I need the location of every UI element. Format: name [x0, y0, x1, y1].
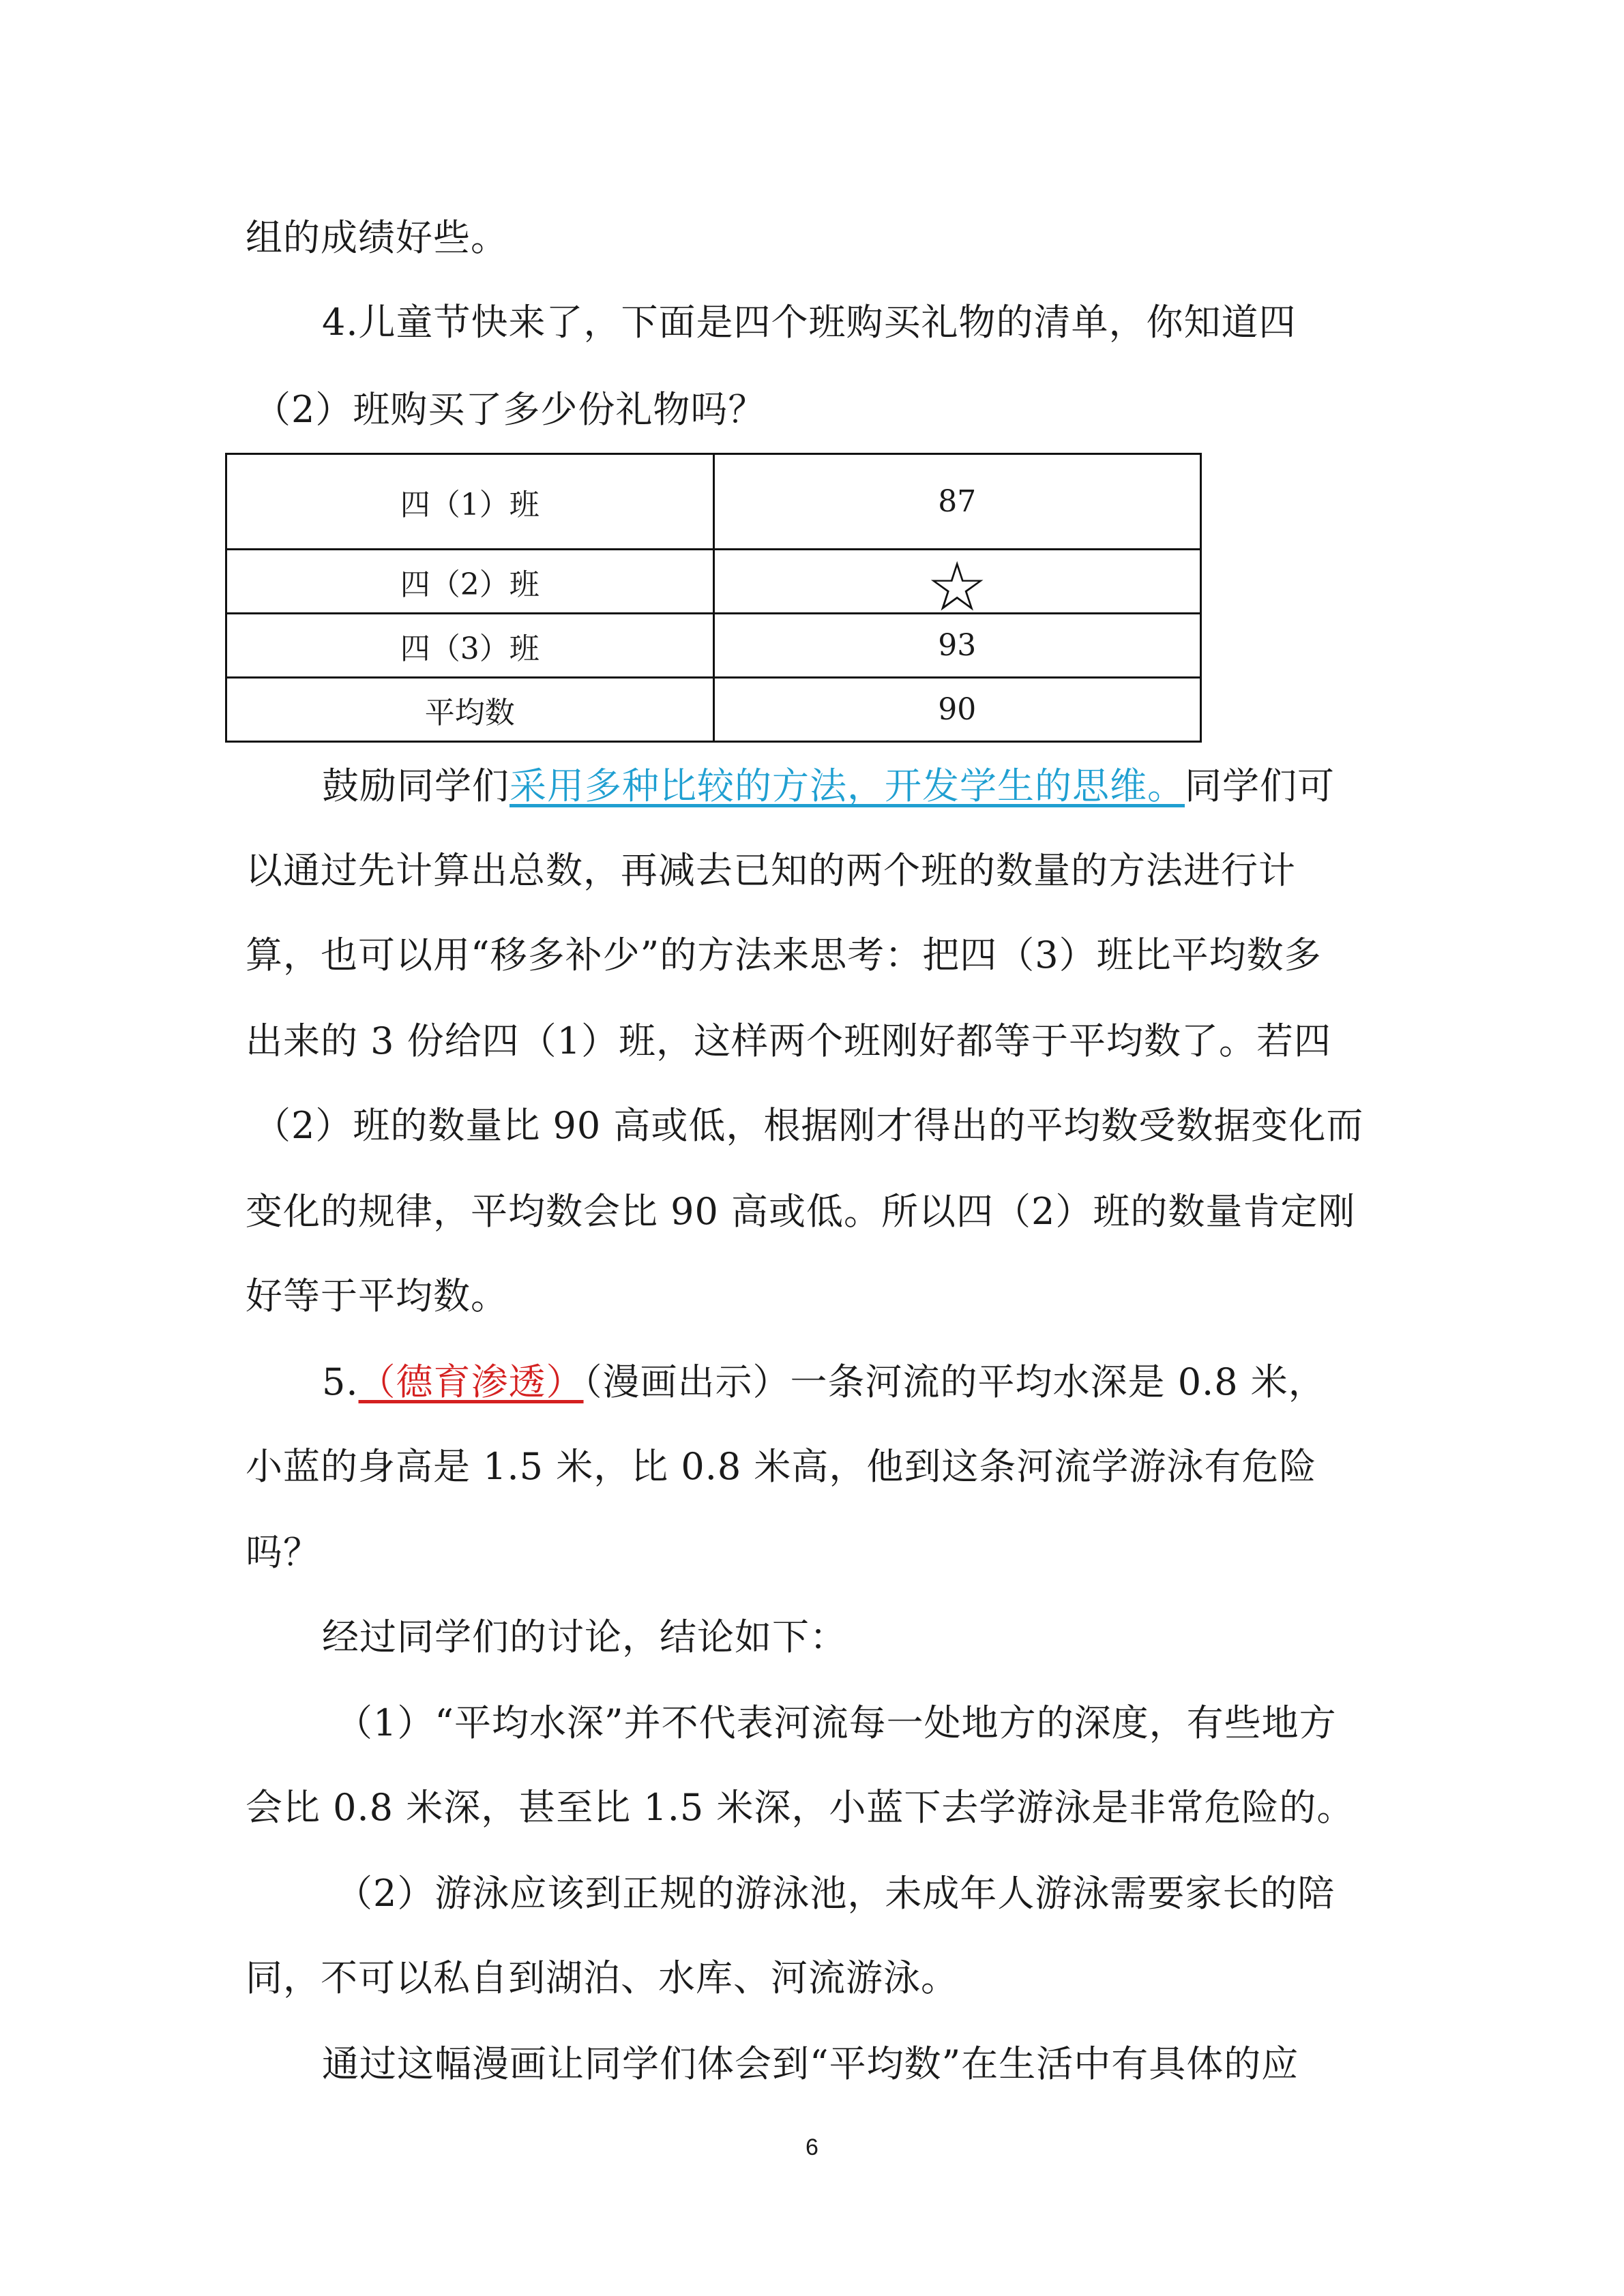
table-cell: 93 [713, 614, 1201, 678]
table-row [226, 454, 1201, 550]
table-cell [713, 546, 1201, 627]
table-cell: 四（3）班 [226, 614, 714, 678]
table-cell: 90 [713, 678, 1201, 742]
question-4-line: 4.儿童节快来了，下面是四个班购买礼物的清单，你知道四 [322, 301, 1297, 344]
table-row [226, 614, 1201, 678]
text: 同学们可 [1185, 764, 1335, 807]
paragraph-line: 出来的 3 份给四（1）班，这样两个班刚好都等于平均数了。若四 [246, 1019, 1332, 1062]
paragraph-line: 同，不可以私自到湖泊、水库、河流游泳。 [246, 1956, 958, 1999]
table-cell: 四（1）班 [226, 454, 714, 550]
table-cell: 87 [713, 454, 1201, 550]
text: （漫画出示）一条河流的平均水深是 0.8 米， [583, 1360, 1326, 1403]
gift-table [225, 453, 1202, 743]
page-number: 6 [806, 2134, 818, 2160]
question-4-line: （2）班购买了多少份礼物吗？ [254, 388, 766, 431]
paragraph-line: 好等于平均数。 [246, 1274, 508, 1317]
question-5-line: 吗？ [246, 1531, 321, 1574]
paragraph-line: 变化的规律，平均数会比 90 高或低。所以四（2）班的数量肯定刚 [246, 1190, 1356, 1233]
paragraph-line: （2）游泳应该到正规的游泳池，未成年人游泳需要家长的陪 [336, 1872, 1335, 1915]
table-row [226, 678, 1201, 742]
paragraph-line [322, 764, 1335, 809]
highlighted-comment-link[interactable]: 采用多种比较的方法，开发学生的思维。 [510, 764, 1185, 807]
question-5-line: 小蓝的身高是 1.5 米，比 0.8 米高，他到这条河流学游泳有危险 [246, 1445, 1317, 1488]
table-cell: 四（2）班 [226, 550, 714, 614]
star-icon: ☆ [926, 546, 988, 627]
paragraph-line: （2）班的数量比 90 高或低，根据刚才得出的平均数受数据变化而 [254, 1104, 1364, 1147]
text: 鼓励同学们 [322, 764, 510, 807]
table-row [226, 550, 1201, 614]
paragraph-line: 算，也可以用“移多补少”的方法来思考：把四（3）班比平均数多 [246, 934, 1322, 976]
text-line: 组的成绩好些。 [246, 216, 508, 259]
paragraph-line: 会比 0.8 米深，甚至比 1.5 米深，小蓝下去学游泳是非常危险的。 [246, 1786, 1355, 1829]
text: 5. [322, 1360, 359, 1403]
paragraph-line: （1）“平均水深”并不代表河流每一处地方的深度，有些地方 [336, 1701, 1337, 1744]
highlighted-tag-link[interactable]: （德育渗透） [358, 1360, 584, 1403]
table-cell: 平均数 [226, 678, 714, 742]
paragraph-line: 通过这幅漫画让同学们体会到“平均数”在生活中有具体的应 [322, 2042, 1299, 2085]
paragraph-line: 经过同学们的讨论，结论如下： [322, 1615, 847, 1658]
paragraph-line: 以通过先计算出总数，再减去已知的两个班的数量的方法进行计 [246, 849, 1296, 892]
question-5-line [322, 1360, 1326, 1405]
